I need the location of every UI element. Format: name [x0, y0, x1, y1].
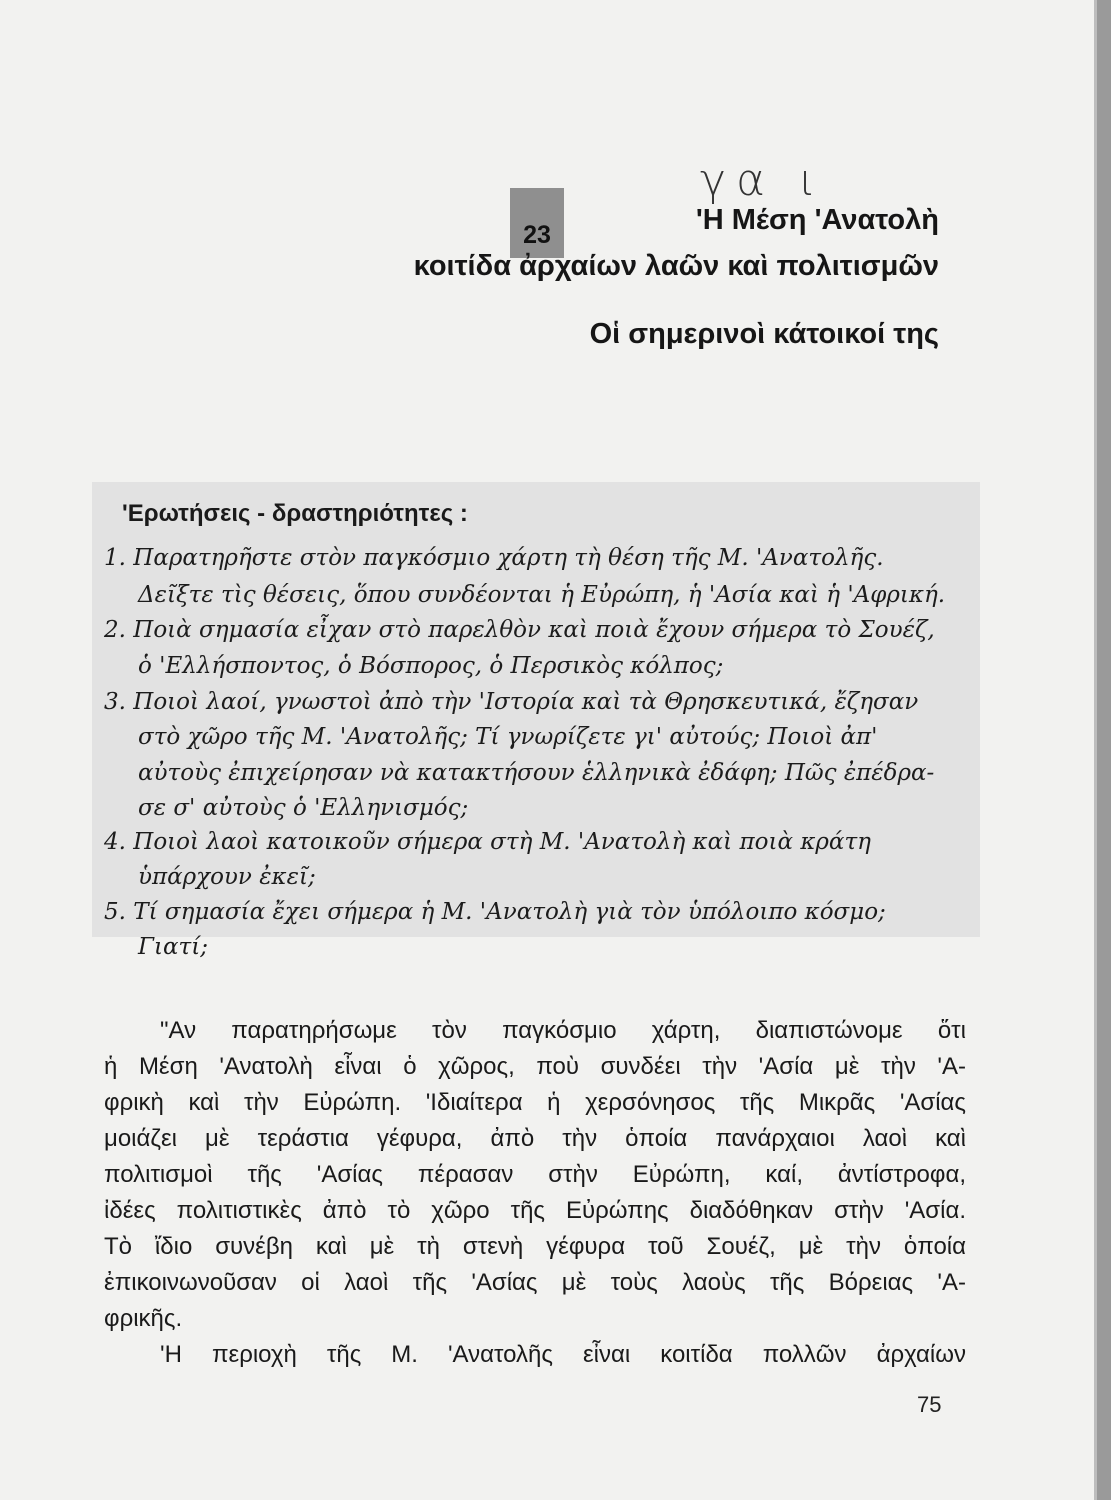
question-line: 5. Τί σημασία ἔχει σήμερα ἡ Μ. 'Ανατολὴ γιὰ τὸν ὑπόλοιπο κόσμο; — [104, 899, 886, 925]
question-line: σε σ' αὐτοὺς ὁ 'Ελληνισμός; — [138, 795, 469, 821]
question-line: 4. Ποιοὶ λαοὶ κατοικοῦν σήμερα στὴ Μ. 'Ανατολὴ καὶ ποιὰ κράτη — [104, 829, 871, 855]
question-line: ὑπάρχουν ἐκεῖ; — [138, 864, 316, 890]
question-line: 2. Ποιὰ σημασία εἶχαν στὸ παρελθὸν καὶ ποιὰ ἔχουν σήμερα τὸ Σουέζ, — [104, 617, 935, 643]
question-line: Δεῖξτε τὶς θέσεις, ὅπου συνδέονται ἡ Εὐρώπη, ἡ 'Ασία καὶ ἡ 'Αφρική. — [138, 582, 946, 608]
paragraph-line: φρικὴ καὶ τὴν Εὐρώπη. 'Ιδιαίτερα ἡ χερσόνησος τῆς Μικρᾶς 'Ασίας — [104, 1089, 966, 1116]
question-line: 3. Ποιοὶ λαοί, γνωστοὶ ἀπὸ τὴν 'Ιστορία καὶ τὰ Θρησκευτικά, ἔζησαν — [104, 689, 919, 715]
question-line: 1. Παρατηρῆστε στὸν παγκόσμιο χάρτη τὴ θέση τῆς Μ. 'Ανατολῆς. — [104, 545, 884, 571]
paragraph-line: ἰδέες πολιτιστικὲς ἀπὸ τὸ χῶρο τῆς Εὐρώπης διαδόθηκαν στὴν 'Ασία. — [104, 1197, 966, 1224]
chapter-number-box: 23 — [510, 188, 564, 258]
handwritten-note: γα ι — [700, 155, 827, 206]
question-line: αὐτοὺς ἐπιχείρησαν νὰ κατακτήσουν ἑλληνικὰ ἐδάφη; Πῶς ἐπέδρα- — [138, 760, 935, 786]
paragraph-line: 'Η περιοχὴ τῆς Μ. 'Ανατολῆς εἶναι κοιτίδα πολλῶν ἀρχαίων — [160, 1341, 966, 1368]
paragraph-line: φρικῆς. — [104, 1305, 183, 1332]
paragraph-line: Τὸ ἴδιο συνέβη καὶ μὲ τὴ στενὴ γέφυρα τοῦ Σουέζ, μὲ τὴν ὁποία — [104, 1233, 966, 1260]
questions-heading: 'Ερωτήσεις - δραστηριότητες : — [122, 500, 468, 527]
question-line: ὁ 'Ελλήσποντος, ὁ Βόσπορος, ὁ Περσικὸς κόλπος; — [138, 653, 724, 679]
paragraph-line: ἡ Μέση 'Ανατολὴ εἶναι ὁ χῶρος, ποὺ συνδέει τὴν 'Ασία μὲ τὴν 'Α- — [104, 1053, 966, 1080]
page-edge-shadow — [1097, 0, 1111, 1500]
question-line: στὸ χῶρο τῆς Μ. 'Ανατολῆς; Τί γνωρίζετε γι' αὐτούς; Ποιοὶ ἀπ' — [138, 724, 878, 750]
paragraph-line: πολιτισμοὶ τῆς 'Ασίας πέρασαν στὴν Εὐρώπη, καί, ἀντίστροφα, — [104, 1161, 966, 1188]
paragraph-line: ἐπικοινωνοῦσαν οἱ λαοὶ τῆς 'Ασίας μὲ τοὺς λαοὺς τῆς Βόρειας 'Α- — [104, 1269, 966, 1296]
page-edge-line — [1094, 0, 1097, 1500]
chapter-subtitle: Οἱ σημερινοὶ κάτοικοί της — [589, 318, 939, 350]
paragraph-line: "Αν παρατηρήσωμε τὸν παγκόσμιο χάρτη, διαπιστώνομε ὅτι — [160, 1017, 966, 1044]
question-line: Γιατί; — [138, 934, 208, 960]
page-number: 75 — [917, 1392, 942, 1417]
chapter-title-line-1: 'Η Μέση 'Ανατολὴ — [695, 204, 939, 236]
paragraph-line: μοιάζει μὲ τεράστια γέφυρα, ἀπὸ τὴν ὁποία πανάρχαιοι λαοὶ καὶ — [104, 1125, 966, 1152]
chapter-title-line-2: κοιτίδα ἀρχαίων λαῶν καὶ πολιτισμῶν — [413, 250, 939, 282]
